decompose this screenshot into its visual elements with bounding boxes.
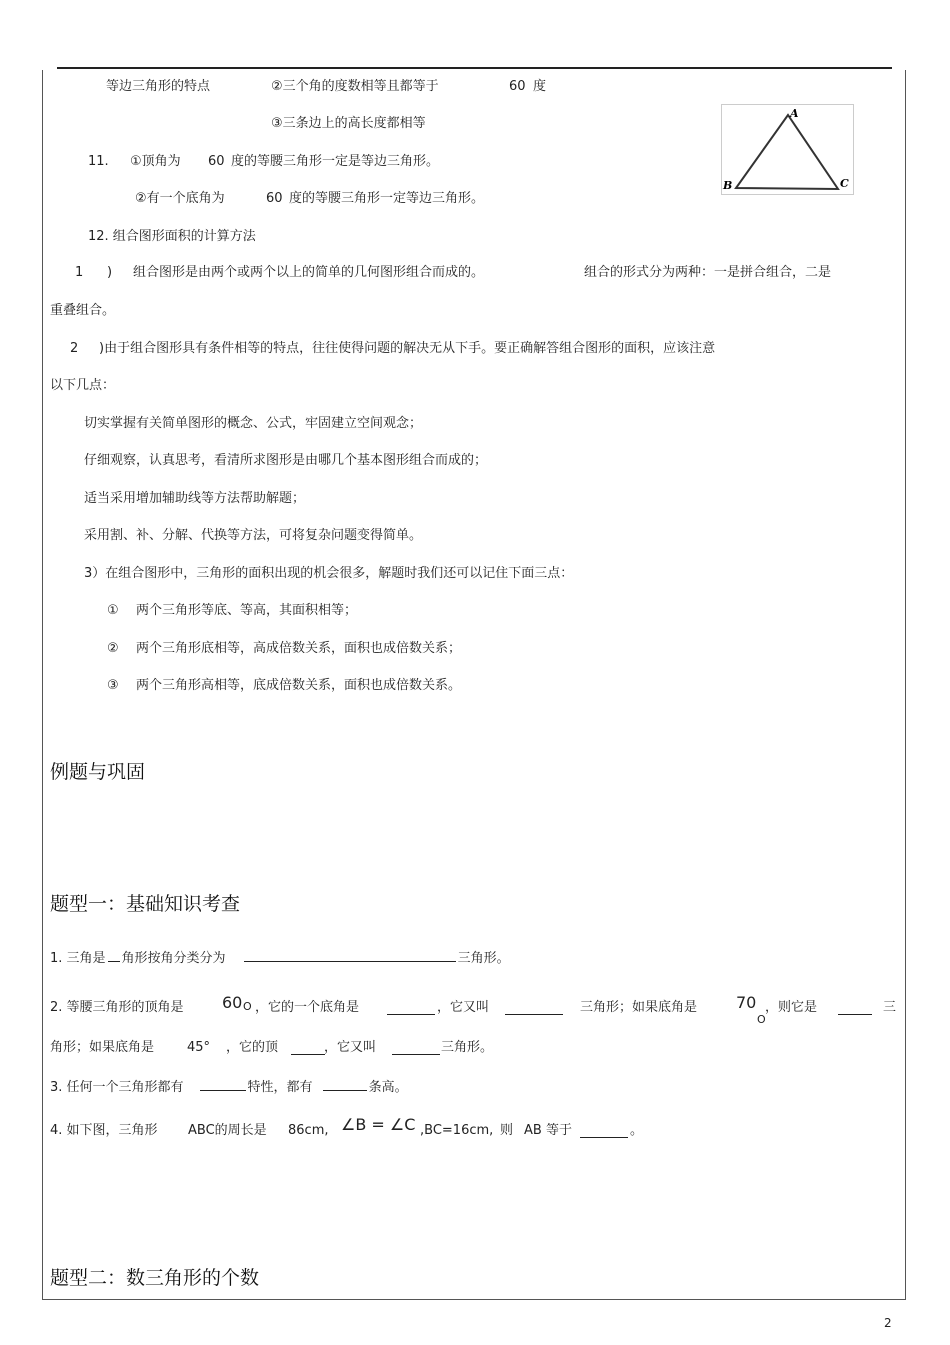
q2-blank-3[interactable] bbox=[838, 1000, 872, 1015]
equilateral-prop-3: ③三条边上的高长度都相等 bbox=[271, 116, 426, 131]
point-mark: ② bbox=[107, 641, 119, 656]
q1-part-c: 三角形。 bbox=[457, 951, 510, 966]
item-11-line1-b: 度的等腰三角形一定是等边三角形。 bbox=[231, 154, 440, 169]
q2-line2-d: 三角形。 bbox=[441, 1040, 494, 1055]
item-11-line1-a: ①顶角为 bbox=[130, 154, 181, 169]
page-number: 2 bbox=[884, 1316, 892, 1330]
q2-part-e: ，则它是 bbox=[765, 1000, 818, 1015]
point-text: 两个三角形高相等，底成倍数关系，面积也成倍数关系。 bbox=[136, 678, 462, 693]
q3-part-a: 3. 任何一个三角形都有 bbox=[50, 1080, 184, 1095]
q2-part-d: 三角形；如果底角是 bbox=[580, 1000, 698, 1015]
q4-part-a: 4. 如下图，三角形 bbox=[50, 1123, 158, 1138]
point-text: 两个三角形底相等，高成倍数关系，面积也成倍数关系； bbox=[136, 641, 462, 656]
q4-part-g: 。 bbox=[630, 1123, 644, 1138]
q2-blank-4[interactable] bbox=[291, 1040, 325, 1055]
item-11-number: 11. bbox=[88, 154, 109, 169]
q2-value-70: 70 bbox=[736, 993, 757, 1012]
item-11-line2-b: 度的等腰三角形一定等边三角形。 bbox=[289, 191, 485, 206]
equilateral-prop-2: ②三个角的度数相等且都等于 bbox=[271, 79, 439, 94]
q2-line2-b: ，它的顶 bbox=[226, 1040, 279, 1055]
question-3 bbox=[50, 1076, 408, 1097]
q2-value-60: 60 bbox=[222, 993, 243, 1012]
item-12-p1-text2: 组合的形式分为两种：一是拼合组合，二是 bbox=[584, 265, 832, 280]
q3-part-b: 特性，都有 bbox=[247, 1080, 313, 1095]
triangle-figure bbox=[721, 104, 854, 195]
vertex-a-label: A bbox=[790, 107, 799, 120]
q4-part-e: 则 bbox=[500, 1123, 514, 1138]
q2-part-a: 2. 等腰三角形的顶角是 bbox=[50, 1000, 184, 1015]
equilateral-prop-2-unit: 度 bbox=[533, 79, 547, 94]
item-12-p2-continuation: 以下几点： bbox=[50, 378, 116, 393]
point-mark: ③ bbox=[107, 678, 119, 693]
type-2-heading: 题型二：数三角形的个数 bbox=[50, 1267, 260, 1289]
item-12-p1-paren: ) bbox=[107, 265, 113, 280]
item-12-p3-text: 3）在组合图形中，三角形的面积出现的机会很多，解题时我们还可以记住下面三点： bbox=[84, 566, 574, 581]
question-1 bbox=[50, 947, 510, 968]
equilateral-label: 等边三角形的特点 bbox=[106, 79, 211, 94]
type-1-heading: 题型一：基础知识考查 bbox=[50, 893, 241, 915]
q3-blank-1[interactable] bbox=[200, 1076, 246, 1091]
equilateral-prop-2-value: 60 bbox=[509, 79, 526, 94]
item-12-p1-number: 1 bbox=[75, 265, 84, 280]
tip-item: 仔细观察，认真思考，看清所求图形是由哪几个基本图形组合而成的； bbox=[84, 453, 488, 468]
section-heading-examples: 例题与巩固 bbox=[50, 761, 146, 783]
q2-blank-5[interactable] bbox=[392, 1040, 440, 1055]
q2-degree-mark-1: O bbox=[243, 1000, 252, 1013]
tip-item: 采用割、补、分解、代换等方法，可将复杂问题变得简单。 bbox=[84, 528, 423, 543]
q4-angle-condition: ∠B = ∠C bbox=[341, 1115, 416, 1134]
q2-part-c: ，它又叫 bbox=[437, 1000, 490, 1015]
q1-part-a: 1. 三角是 bbox=[50, 951, 106, 966]
q3-blank-2[interactable] bbox=[323, 1076, 367, 1091]
tip-item: 切实掌握有关简单图形的概念、公式，牢固建立空间观念； bbox=[84, 416, 423, 431]
point-text: 两个三角形等底、等高，其面积相等； bbox=[136, 603, 358, 618]
item-11-line2-value: 60 bbox=[266, 191, 283, 206]
q2-part-b: ，它的一个底角是 bbox=[255, 1000, 360, 1015]
q3-part-c: 条高。 bbox=[368, 1080, 408, 1095]
q4-blank[interactable] bbox=[580, 1123, 628, 1138]
q2-part-f: 三 bbox=[883, 1000, 897, 1015]
item-12-p2-text: )由于组合图形具有条件相等的特点，往往使得问题的解决无从下手。要正确解答组合图形的面积，应该注意 bbox=[99, 341, 716, 356]
vertex-c-label: C bbox=[840, 177, 849, 190]
item-11-line1-value: 60 bbox=[208, 154, 225, 169]
q2-line2-c: ，它又叫 bbox=[324, 1040, 377, 1055]
q4-part-f: AB 等于 bbox=[524, 1123, 572, 1138]
q4-part-b: ABC的周长是 bbox=[188, 1123, 267, 1138]
q1-part-b: 角形按角分类分为 bbox=[121, 951, 226, 966]
item-12-p1-text: 组合图形是由两个或两个以上的简单的几何图形组合而成的。 bbox=[133, 265, 485, 280]
top-rule bbox=[57, 67, 892, 69]
vertex-b-label: B bbox=[723, 179, 733, 192]
point-mark: ① bbox=[107, 603, 119, 618]
q2-blank-2[interactable] bbox=[505, 1000, 563, 1015]
item-12-title: 12. 组合图形面积的计算方法 bbox=[88, 229, 256, 244]
q2-degree-mark-2: O bbox=[757, 1013, 766, 1026]
q4-part-c: 86cm, bbox=[288, 1123, 329, 1138]
triangle-svg bbox=[722, 105, 853, 194]
q2-line2-a: 角形；如果底角是 bbox=[50, 1040, 155, 1055]
triangle-shape bbox=[736, 115, 838, 189]
q1-blank-1[interactable] bbox=[108, 947, 120, 962]
q4-part-d: ,BC=16cm, bbox=[420, 1123, 494, 1138]
item-12-p1-continuation: 重叠组合。 bbox=[50, 303, 116, 318]
item-12-p2-number: 2 bbox=[70, 341, 79, 356]
q2-value-45: 45° bbox=[187, 1040, 211, 1055]
item-11-line2-a: ②有一个底角为 bbox=[135, 191, 225, 206]
tip-item: 适当采用增加辅助线等方法帮助解题； bbox=[84, 491, 306, 506]
q1-blank-2[interactable] bbox=[244, 947, 456, 962]
q2-blank-1[interactable] bbox=[387, 1000, 435, 1015]
